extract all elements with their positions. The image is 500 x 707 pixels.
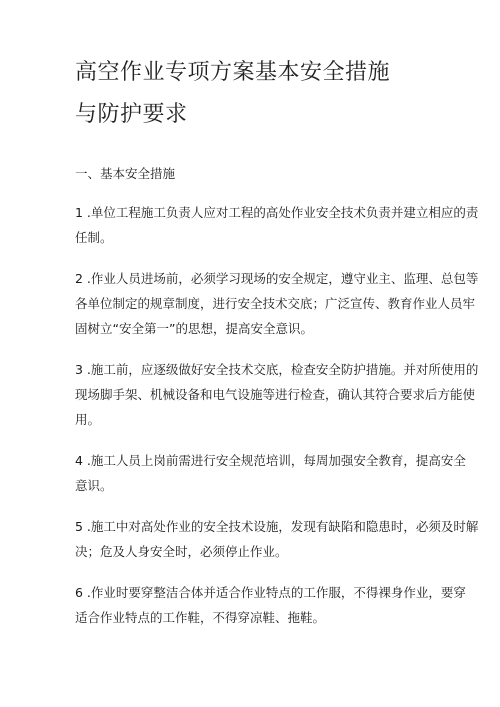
item-4-line-1: 4 .施工人员上岗前需进行安全规范培训，每周加强安全教育，提高安全	[75, 453, 466, 468]
title-line-1: 高空作业专项方案基本安全措施	[75, 60, 391, 85]
page-title	[75, 52, 440, 136]
list-item-3	[75, 357, 479, 432]
item-5-line-2: 决；危及人身安全时，必须停止作业。	[75, 544, 288, 559]
list-item-4	[75, 448, 466, 498]
item-4-line-2: 意识。	[75, 478, 113, 493]
item-3-line-2: 现场脚手架、机械设备和电气设施等进行检查，确认其符合要求后方能使	[75, 387, 476, 402]
item-1-line-2: 任制。	[75, 230, 113, 245]
item-3-line-3: 用。	[75, 412, 101, 427]
section-heading: 一、基本安全措施	[75, 166, 176, 181]
list-item-6	[75, 580, 466, 630]
list-item-2	[75, 266, 479, 341]
title-line-2: 与防护要求	[75, 102, 188, 127]
list-item-5	[75, 514, 479, 564]
item-3-line-1: 3 .施工前，应逐级做好安全技术交底，检查安全防护措施。并对所使用的	[75, 362, 479, 377]
item-2-line-2: 各单位制定的规章制度，进行安全技术交底；广泛宣传、教育作业人员牢	[75, 296, 476, 311]
item-2-line-1: 2 .作业人员进场前，必须学习现场的安全规定，遵守业主、监理、总包等	[75, 271, 479, 286]
item-2-line-3: 固树立“安全第一”的思想，提高安全意识。	[75, 321, 313, 336]
list-item-1	[75, 200, 479, 250]
item-1-line-1: 1 .单位工程施工负责人应对工程的高处作业安全技术负责并建立相应的责	[75, 205, 479, 220]
item-6-line-2: 适合作业特点的工作鞋，不得穿凉鞋、拖鞋。	[75, 610, 326, 625]
item-6-line-1: 6 .作业时要穿整洁合体并适合作业特点的工作服，不得裸身作业，要穿	[75, 585, 466, 600]
item-5-line-1: 5 .施工中对高处作业的安全技术设施，发现有缺陷和隐患时，必须及时解	[75, 519, 479, 534]
